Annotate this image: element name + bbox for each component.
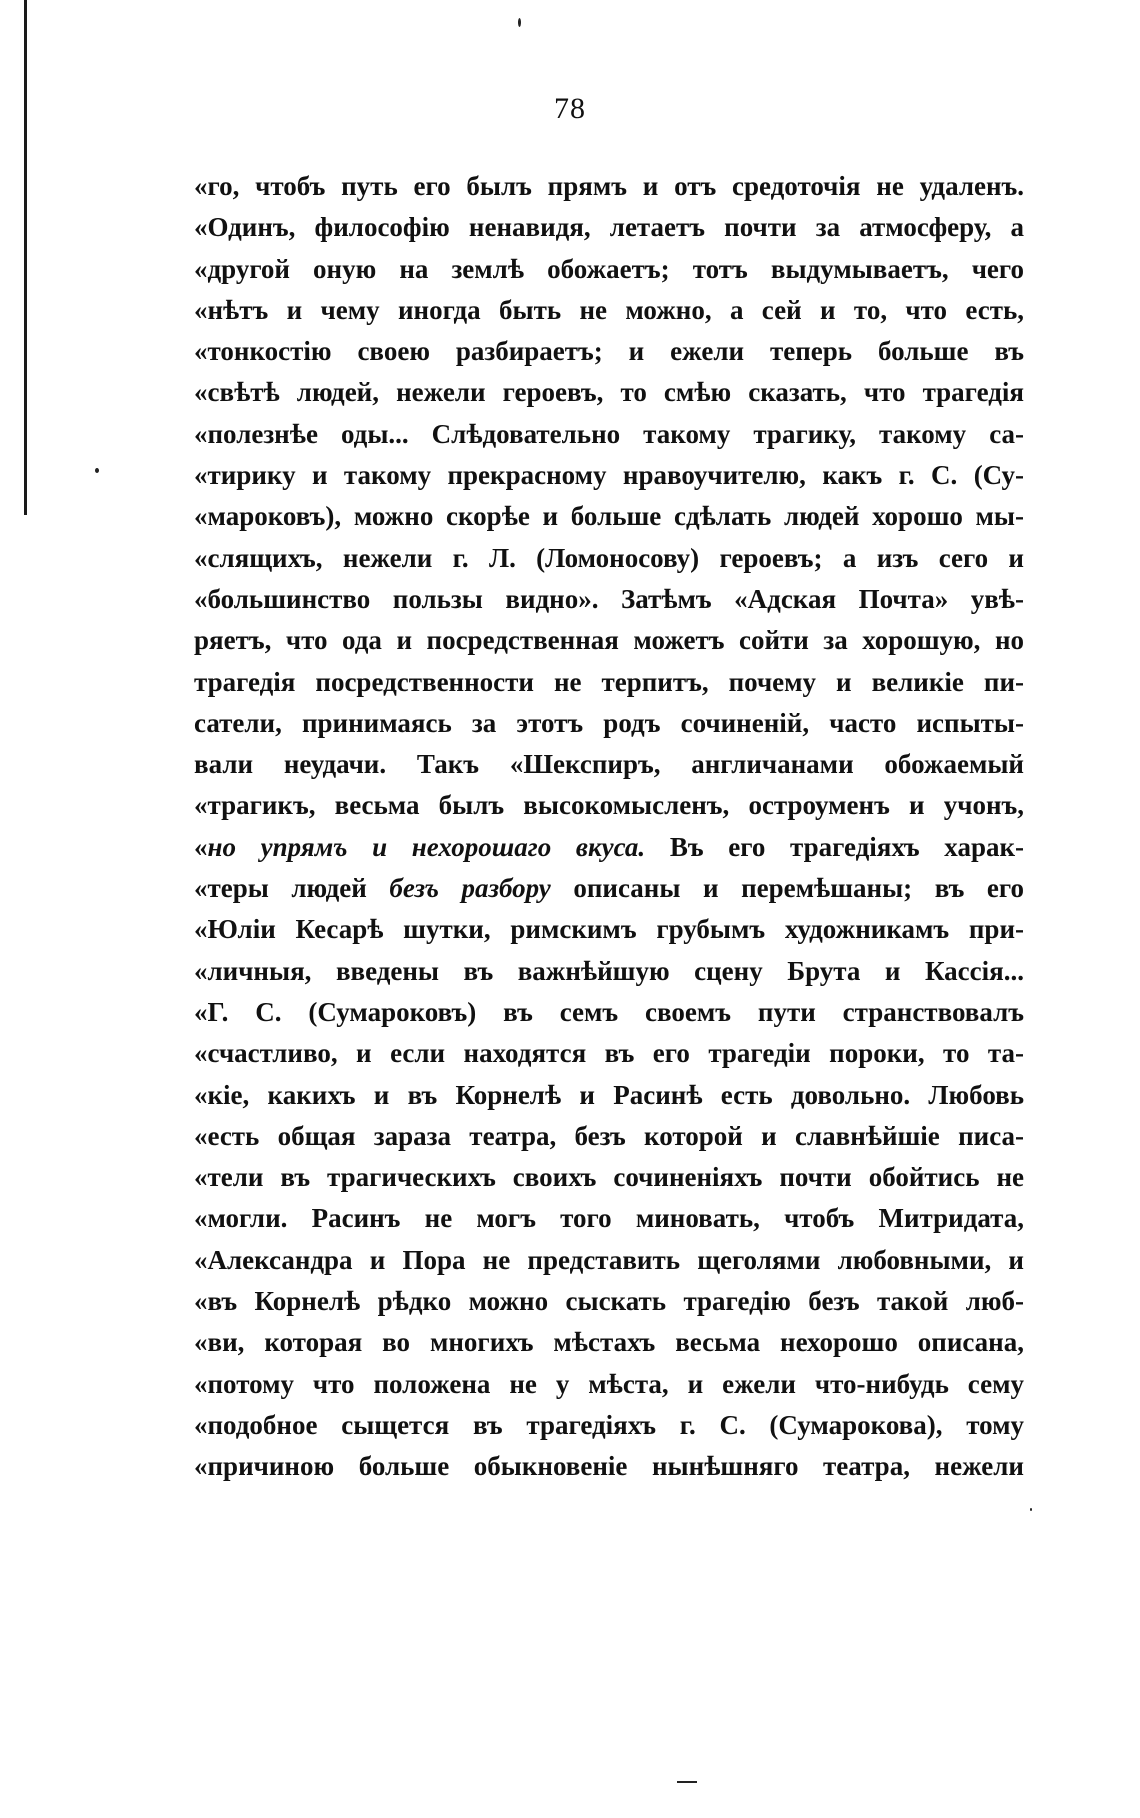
- scan-speck: [518, 18, 521, 27]
- scan-speck: [677, 1781, 697, 1783]
- text-segment: «полезнѣе оды... Слѣдовательно такому трагику, такому са-: [194, 418, 1024, 449]
- text-line: [194, 1198, 1024, 1239]
- text-line: [194, 992, 1024, 1033]
- text-segment: «тирику и такому прекрасному нравоучителю, какъ г. С. (Су-: [194, 460, 1024, 491]
- text-line: [194, 703, 1024, 744]
- text-segment: «другой оную на землѣ обожаетъ; тотъ выдумываетъ, чего: [194, 253, 1024, 284]
- text-line: [194, 496, 1024, 537]
- text-line: [194, 827, 1024, 868]
- text-segment: «тонкостію своею разбираетъ; и ежели теперь больше въ: [194, 336, 1024, 367]
- text-line: [194, 1322, 1024, 1363]
- text-segment: «слящихъ, нежели г. Л. (Ломоносову) героевъ; а изъ сего и: [194, 542, 1024, 573]
- text-segment: Въ его трагедіяхъ харак-: [645, 831, 1024, 862]
- text-segment: «мароковъ), можно скорѣе и больше сдѣлать людей хорошо мы-: [194, 501, 1024, 532]
- text-segment: «тели въ трагическихъ своихъ сочиненіяхъ почти обойтись не: [194, 1162, 1024, 1193]
- text-line: [194, 1364, 1024, 1405]
- text-segment: «Г. С. (Сумароковъ) въ семъ своемъ пути странствовалъ: [194, 996, 1024, 1027]
- text-line: [194, 1446, 1024, 1487]
- text-segment: «: [194, 831, 208, 862]
- text-line: [194, 951, 1024, 992]
- text-segment: трагедія посредственности не терпитъ, почему и великіе пи-: [194, 666, 1024, 697]
- text-line: [194, 868, 1024, 909]
- text-segment: «кіе, какихъ и въ Корнелѣ и Расинѣ есть довольно. Любовь: [194, 1079, 1024, 1110]
- text-segment: описаны и перемѣшаны; въ его: [550, 873, 1024, 904]
- text-segment: «могли. Расинъ не могъ того миновать, чтобъ Митридата,: [194, 1203, 1024, 1234]
- text-line: [194, 1281, 1024, 1322]
- scan-speck: [1030, 1508, 1032, 1511]
- text-segment: ряетъ, что ода и посредственная можетъ сойти за хорошую, но: [194, 625, 1024, 656]
- text-line: [194, 249, 1024, 290]
- text-line: [194, 372, 1024, 413]
- text-line: [194, 331, 1024, 372]
- scan-speck: [95, 468, 99, 473]
- text-line: [194, 579, 1024, 620]
- text-segment: «го, чтобъ путь его былъ прямъ и отъ средоточія не удаленъ.: [194, 171, 1024, 201]
- text-line: [194, 414, 1024, 455]
- italic-text: безъ разбору: [389, 873, 551, 904]
- body-text: [194, 166, 1024, 1488]
- text-line: [194, 1240, 1024, 1281]
- italic-text: но упрямъ и нехорошаго вкуса.: [207, 831, 646, 862]
- text-line: [194, 1157, 1024, 1198]
- text-segment: «потому что положена не у мѣста, и ежели что-нибудь сему: [194, 1368, 1024, 1399]
- text-line: [194, 1405, 1024, 1446]
- text-segment: «Александра и Пора не представить щеголями любовными, и: [194, 1244, 1024, 1275]
- text-line: [194, 909, 1024, 950]
- text-segment: «въ Корнелѣ рѣдко можно сыскать трагедію безъ такой люб-: [194, 1286, 1024, 1317]
- text-line: [194, 207, 1024, 248]
- text-line: [194, 1116, 1024, 1157]
- text-segment: вали неудачи. Такъ «Шекспиръ, англичанами обожаемый: [194, 749, 1024, 780]
- text-line: [194, 455, 1024, 496]
- text-line: [194, 1033, 1024, 1074]
- text-segment: «Одинъ, философію ненавидя, летаетъ почти за атмосферу, а: [194, 212, 1024, 243]
- text-line: [194, 785, 1024, 826]
- scan-edge-rule: [24, 0, 27, 515]
- text-segment: «счастливо, и если находятся въ его трагедіи пороки, то та-: [194, 1038, 1024, 1069]
- text-segment: «ви, которая во многихъ мѣстахъ весьма нехорошо описана,: [194, 1327, 1024, 1358]
- text-segment: «трагикъ, весьма былъ высокомысленъ, остроуменъ и учонъ,: [194, 790, 1024, 821]
- text-segment: «свѣтѣ людей, нежели героевъ, то смѣю сказать, что трагедія: [194, 377, 1024, 408]
- text-line: [194, 538, 1024, 579]
- text-line: [194, 1075, 1024, 1116]
- text-line: [194, 744, 1024, 785]
- text-segment: «причиною больше обыкновеніе нынѣшняго театра, нежели: [194, 1451, 1024, 1482]
- text-segment: «большинство пользы видно». Затѣмъ «Адская Почта» увѣ-: [194, 583, 1024, 614]
- text-line: [194, 166, 1024, 207]
- text-segment: сатели, принимаясь за этотъ родъ сочиненій, часто испыты-: [194, 707, 1024, 738]
- page-number: 78: [554, 92, 586, 125]
- text-line: [194, 662, 1024, 703]
- text-segment: «подобное сыщется въ трагедіяхъ г. С. (Сумарокова), тому: [194, 1409, 1024, 1440]
- text-segment: «есть общая зараза театра, безъ которой и славнѣйшіе писа-: [194, 1120, 1024, 1151]
- text-segment: «Юліи Кесарѣ шутки, римскимъ грубымъ художникамъ при-: [194, 914, 1024, 945]
- text-line: [194, 620, 1024, 661]
- text-segment: «личныя, введены въ важнѣйшую сцену Брута и Кассія...: [194, 955, 1024, 986]
- text-line: [194, 290, 1024, 331]
- text-segment: «нѣтъ и чему иногда быть не можно, а сей и то, что есть,: [194, 294, 1024, 325]
- text-segment: «теры людей: [194, 873, 390, 904]
